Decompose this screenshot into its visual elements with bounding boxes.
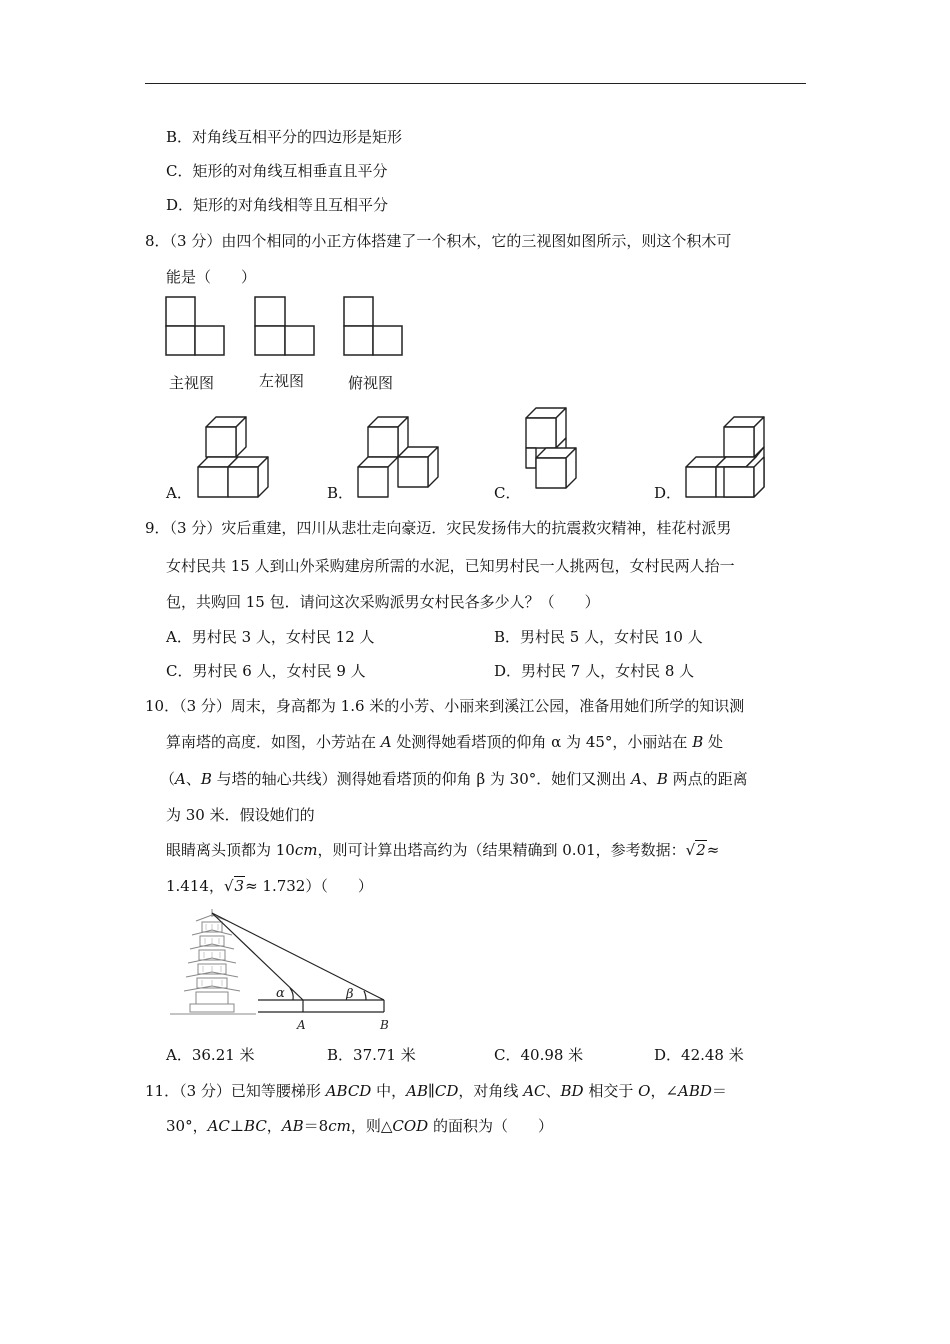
q10-tower-figure xyxy=(166,905,396,1035)
q8-option-d-label: D． xyxy=(654,484,682,502)
q10-stem-line4: 为 30 米．假设她们的 xyxy=(166,806,315,824)
q10-stem-line1: 10．（3 分）周末，身高都为 1.6 米的小芳、小丽来到溪江公园，准备用她们所学的知识测 xyxy=(145,697,745,715)
point-a-label: A xyxy=(297,1018,306,1032)
left-view-square xyxy=(285,326,314,355)
q8-option-a-label: A． xyxy=(166,484,192,502)
left-view-square xyxy=(255,297,285,326)
q8-three-views-figure xyxy=(160,292,420,362)
q9-option-b: B．男村民 5 人，女村民 10 人 xyxy=(494,628,703,646)
front-view-square xyxy=(166,326,195,355)
q10-option-d: D．42.48 米 xyxy=(654,1046,744,1064)
q8-option-a-figure xyxy=(190,412,280,502)
sight-line-b xyxy=(212,913,384,1000)
front-view-label: 主视图 xyxy=(169,374,215,392)
top-view-square xyxy=(373,326,402,355)
q10-number: 10．（3 分） xyxy=(145,697,231,715)
q9-stem-line3: 包，共购回 15 包．请问这次采购派男女村民各多少人？（ ） xyxy=(166,593,600,611)
left-view-label: 左视图 xyxy=(259,372,305,390)
q8-option-b-label: B． xyxy=(327,484,354,502)
sight-line-a xyxy=(212,913,303,1000)
top-view-label: 俯视图 xyxy=(348,374,394,392)
q8-option-d-figure xyxy=(680,412,775,502)
header-rule xyxy=(145,83,806,84)
q8-option-b-figure xyxy=(352,412,447,502)
q10-option-b: B．37.71 米 xyxy=(327,1046,416,1064)
beta-arc xyxy=(364,991,366,1000)
q8-option-c-figure xyxy=(520,404,595,504)
pagoda-tower xyxy=(170,909,256,1014)
sqrt-3: √3 xyxy=(223,877,245,895)
q10-stem-line3: （A、B 与塔的轴心共线）测得她看塔顶的仰角 β 为 30°．她们又测出 A、B 两点的距离 xyxy=(160,770,748,788)
q9-option-a: A．男村民 3 人，女村民 12 人 xyxy=(166,628,375,646)
q8-number: 8．（3 分） xyxy=(145,232,222,250)
q8-option-c-label: C． xyxy=(494,484,521,502)
q10-stem-line6: 1.414，√3≈ 1.732）（ ） xyxy=(166,877,373,895)
point-b-label: B xyxy=(380,1018,389,1032)
q9-stem-line1: 9．（3 分）灾后重建，四川从悲壮走向豪迈．灾民发扬伟大的抗震救灾精神，桂花村派男 xyxy=(145,519,732,537)
q7-option-c: C．矩形的对角线互相垂直且平分 xyxy=(166,162,388,180)
q7-option-d: D．矩形的对角线相等且互相平分 xyxy=(166,196,389,214)
q8-stem-line2: 能是（ ） xyxy=(166,268,257,286)
q9-number: 9．（3 分） xyxy=(145,519,222,537)
q7-option-b: B．对角线互相平分的四边形是矩形 xyxy=(166,128,403,146)
tower-detail-lines xyxy=(202,924,222,986)
front-view-square xyxy=(195,326,224,355)
q8-stem-line1: 8．（3 分）由四个相同的小正方体搭建了一个积木，它的三视图如图所示，则这个积木可 xyxy=(145,232,732,250)
sqrt-2: √2 xyxy=(685,841,706,859)
beta-label: β xyxy=(346,987,354,1002)
alpha-label: α xyxy=(276,986,285,1001)
top-view-square xyxy=(344,326,373,355)
top-view-square xyxy=(344,297,373,326)
q10-option-c: C．40.98 米 xyxy=(494,1046,584,1064)
front-view-square xyxy=(166,297,195,326)
q11-stem-line2: 30°，AC⊥BC，AB＝8cm，则△COD 的面积为（ ） xyxy=(166,1117,553,1135)
q9-option-d: D．男村民 7 人，女村民 8 人 xyxy=(494,662,695,680)
q10-stem-line5: 眼睛离头顶都为 10cm，则可计算出塔高约为（结果精确到 0.01，参考数据：√2≈ xyxy=(166,841,720,859)
q11-number: 11．（3 分） xyxy=(145,1082,231,1100)
q10-stem-line2: 算南塔的高度．如图，小芳站在 A 处测得她看塔顶的仰角 α 为 45°，小丽站在 B 处 xyxy=(166,733,723,751)
q10-option-a: A．36.21 米 xyxy=(166,1046,255,1064)
left-view-square xyxy=(255,326,285,355)
q11-stem-line1: 11．（3 分）已知等腰梯形 ABCD 中，AB∥CD，对角线 AC、BD 相交于 O，∠ABD＝ xyxy=(145,1082,727,1100)
q9-stem-line2: 女村民共 15 人到山外采购建房所需的水泥，已知男村民一人挑两包，女村民两人抬一 xyxy=(166,557,735,575)
q9-option-c: C．男村民 6 人，女村民 9 人 xyxy=(166,662,366,680)
